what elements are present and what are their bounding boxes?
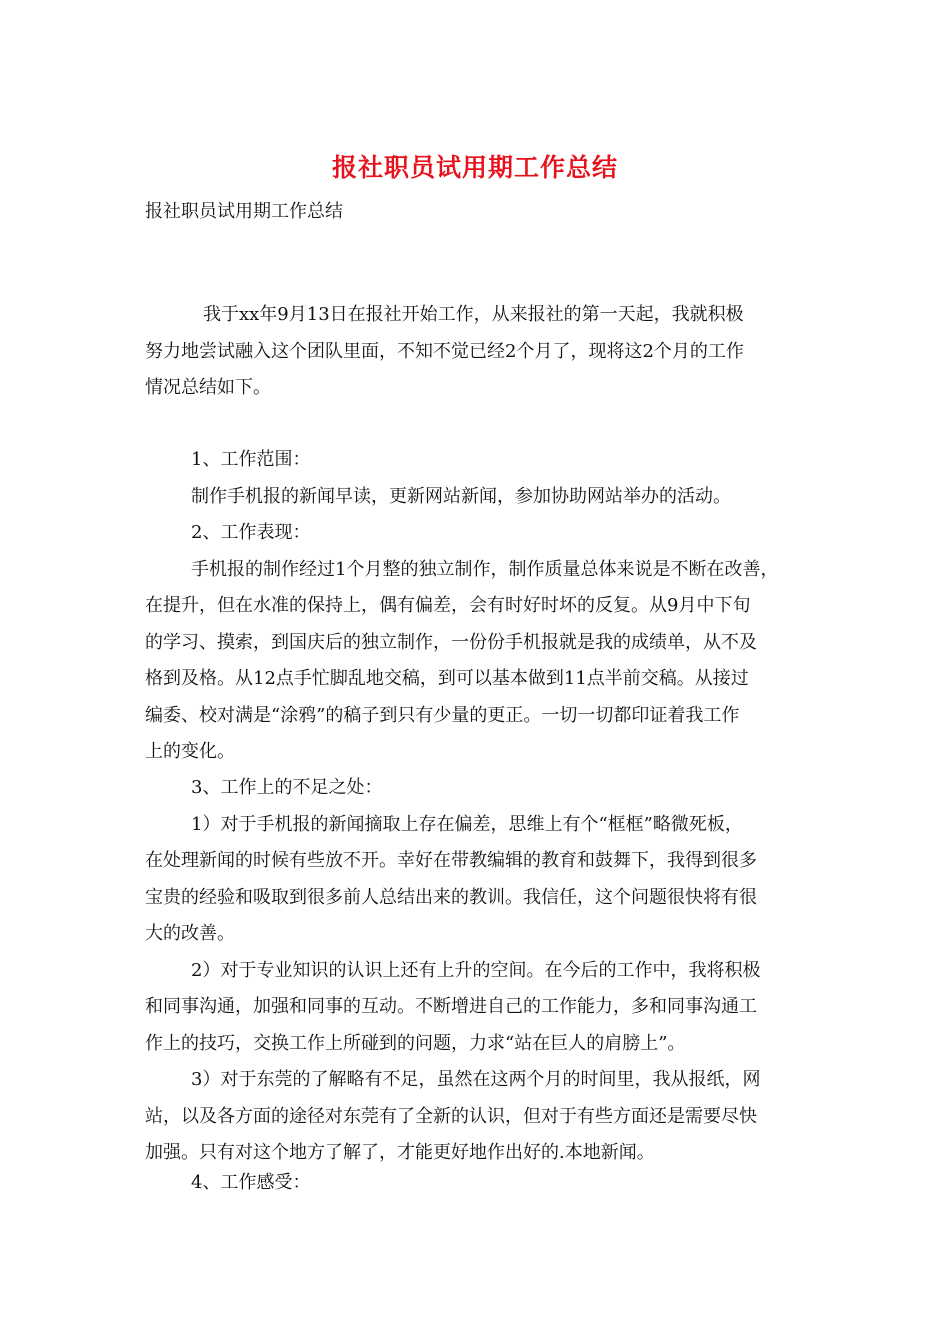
intro-line: 努力地尝试融入这个团队里面，不知不觉已经2个月了，现将这2个月的工作 xyxy=(145,340,744,362)
section-2 xyxy=(145,515,815,771)
section-heading: 1、工作范围： xyxy=(191,449,311,470)
intro-line: 我于xx年9月13日在报社开始工作，从来报社的第一天起，我就积极 xyxy=(203,304,744,325)
section-body: 制作手机报的新闻早读，更新网站新闻，参加协助网站举办的活动。 xyxy=(191,485,731,507)
list-item-line: 和同事沟通，加强和同事的互动。不断增进自己的工作能力，多和同事沟通工 xyxy=(145,996,757,1017)
section-heading: 4、工作感受： xyxy=(191,1172,311,1193)
section-body-line: 手机报的制作经过1个月整的独立制作，制作质量总体来说是不断在改善， xyxy=(191,558,779,580)
section-body-line: 编委、校对满是“涂鸦”的稿子到只有少量的更正。一切一切都印证着我工作 xyxy=(145,704,740,726)
list-item-line: 2）对于专业知识的认识上还有上升的空间。在今后的工作中，我将积极 xyxy=(191,959,761,981)
section-body-line: 在提升，但在水准的保持上，偶有偏差，会有时好时坏的反复。从9月中下旬 xyxy=(145,595,751,616)
list-item-line: 大的改善。 xyxy=(145,923,235,944)
section-heading: 2、工作表现： xyxy=(191,522,311,543)
document-title: 报社职员试用期工作总结 xyxy=(331,153,618,182)
list-item-line: 1）对于手机报的新闻摘取上存在偏差，思维上有个“框框”略微死板， xyxy=(191,813,743,835)
list-item-line: 加强。只有对这个地方了解了，才能更好地作出好的.本地新闻。 xyxy=(145,1142,655,1163)
document-subtitle: 报社职员试用期工作总结 xyxy=(145,201,343,222)
section-body-line: 上的变化。 xyxy=(145,741,235,762)
section-1 xyxy=(145,442,815,515)
intro-line: 情况总结如下。 xyxy=(145,377,271,398)
list-item-line: 3）对于东莞的了解略有不足，虽然在这两个月的时间里，我从报纸，网 xyxy=(191,1069,761,1090)
section-body-line: 的学习、摸索，到国庆后的独立制作，一份份手机报就是我的成绩单，从不及 xyxy=(145,631,757,653)
section-heading: 3、工作上的不足之处： xyxy=(191,777,383,798)
list-item-line: 站，以及各方面的途径对东莞有了全新的认识，但对于有些方面还是需要尽快 xyxy=(145,1105,757,1127)
intro-paragraph xyxy=(145,297,815,407)
list-item-line: 在处理新闻的时候有些放不开。幸好在带教编辑的教育和鼓舞下，我得到很多 xyxy=(145,850,757,871)
section-3 xyxy=(145,770,815,1172)
list-item-line: 宝贵的经验和吸取到很多前人总结出来的教训。我信任，这个问题很快将有很 xyxy=(145,886,757,908)
section-body-line: 格到及格。从12点手忙脚乱地交稿，到可以基本做到11点半前交稿。从接过 xyxy=(145,668,749,689)
list-item-line: 作上的技巧，交换工作上所碰到的问题，力求“站在巨人的肩膀上”。 xyxy=(145,1032,686,1054)
section-4 xyxy=(145,1165,815,1202)
